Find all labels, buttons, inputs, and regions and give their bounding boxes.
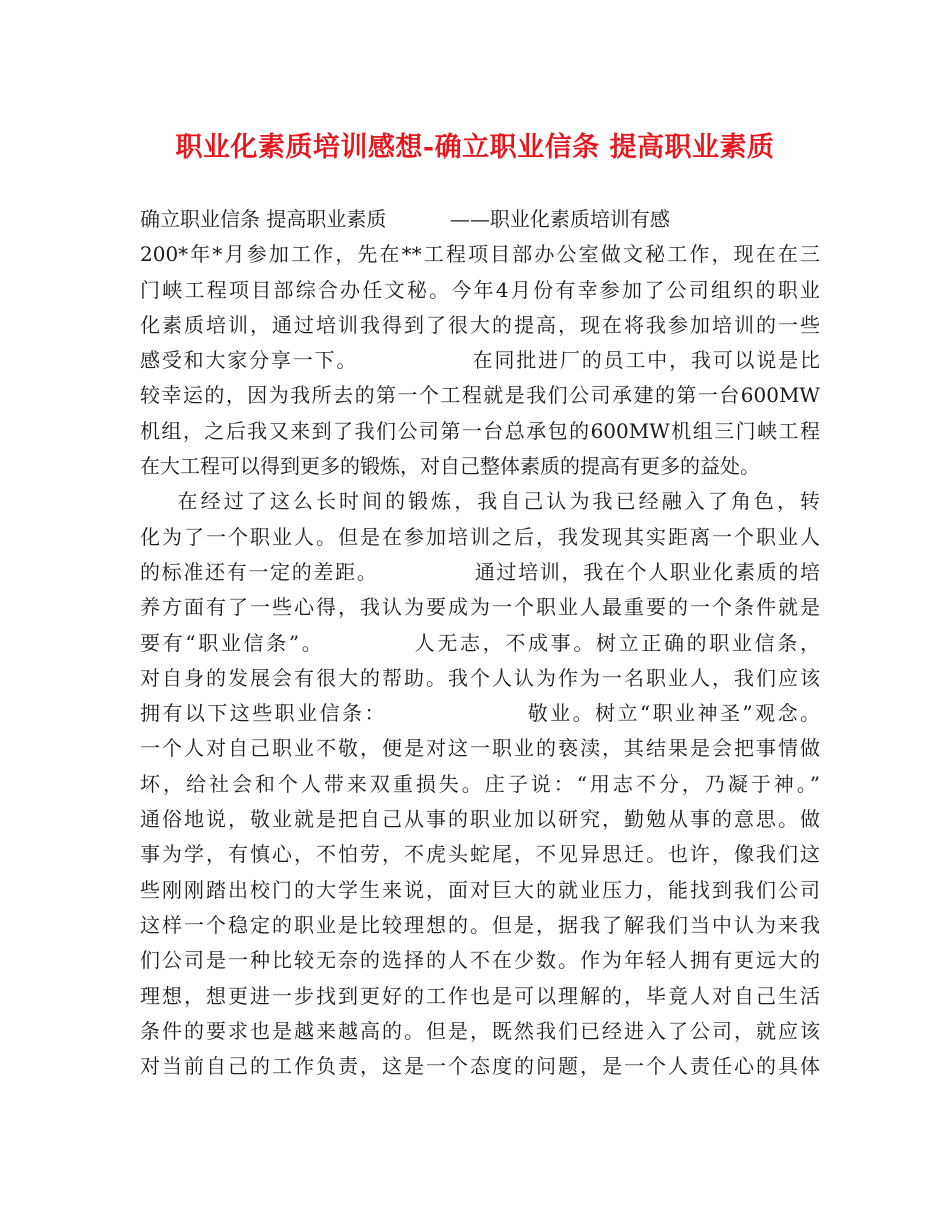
body-line: 这样一个稳定的职业是比较理想的。但是，据我了解我们当中认为来我 (140, 912, 820, 937)
body-line: 通俗地说，敬业就是把自己从事的职业加以研究，勤勉从事的意思。做 (140, 807, 820, 832)
document-body (140, 202, 820, 1084)
body-line: 们公司是一种比较无奈的选择的人不在少数。作为年轻人拥有更远大的 (140, 948, 820, 973)
body-line: 要有“职业信条”。 人无志，不成事。树立正确的职业信条， (140, 630, 820, 655)
body-line: 在经过了这么长时间的锻炼，我自己认为我已经融入了角色，转 (140, 489, 820, 514)
body-line: 坏，给社会和个人带来双重损失。庄子说：“用志不分，乃凝于神。” (140, 771, 820, 796)
body-line: 养方面有了一些心得，我认为要成为一个职业人最重要的一个条件就是 (140, 595, 820, 620)
body-line: 理想，想更进一步找到更好的工作也是可以理解的，毕竟人对自己生活 (140, 983, 820, 1008)
body-line: 200*年*月参加工作，先在**工程项目部办公室做文秘工作，现在在三 (140, 242, 820, 267)
body-line: 门峡工程项目部综合办任文秘。今年4月份有幸参加了公司组织的职业 (140, 277, 820, 302)
body-line: 的标准还有一定的差距。 通过培训，我在个人职业化素质的培 (140, 559, 820, 584)
body-line: 些刚刚踏出校门的大学生来说，面对巨大的就业压力，能找到我们公司 (140, 877, 820, 902)
document-title: 职业化素质培训感想-确立职业信条 提高职业素质 (175, 132, 775, 163)
body-line: 对当前自己的工作负责，这是一个态度的问题，是一个人责任心的具体 (140, 1054, 820, 1079)
body-line: 化素质培训，通过培训我得到了很大的提高，现在将我参加培训的一些 (140, 312, 820, 337)
body-line: 拥有以下这些职业信条： 敬业。树立“职业神圣”观念。 (140, 701, 820, 726)
body-line: 对自身的发展会有很大的帮助。我个人认为作为一名职业人，我们应该 (140, 665, 820, 690)
body-line: 事为学，有慎心，不怕劳，不虎头蛇尾，不见异思迁。也许，像我们这 (140, 842, 820, 867)
body-line: 感受和大家分享一下。 在同批进厂的员工中，我可以说是比 (140, 348, 820, 373)
body-line: 机组，之后我又来到了我们公司第一台总承包的600MW机组三门峡工程 (140, 418, 820, 443)
body-line: 化为了一个职业人。但是在参加培训之后，我发现其实距离一个职业人 (140, 524, 820, 549)
body-line: 较幸运的，因为我所去的第一个工程就是我们公司承建的第一台600MW (140, 383, 820, 408)
body-line: 一个人对自己职业不敬，便是对这一职业的亵渎，其结果是会把事情做 (140, 736, 820, 761)
subtitle-line: 确立职业信条 提高职业素质 ——职业化素质培训有感 (140, 207, 670, 231)
body-line: 在大工程可以得到更多的锻炼，对自己整体素质的提高有更多的益处。 (140, 454, 760, 479)
body-line: 条件的要求也是越来越高的。但是，既然我们已经进入了公司，就应该 (140, 1018, 820, 1043)
